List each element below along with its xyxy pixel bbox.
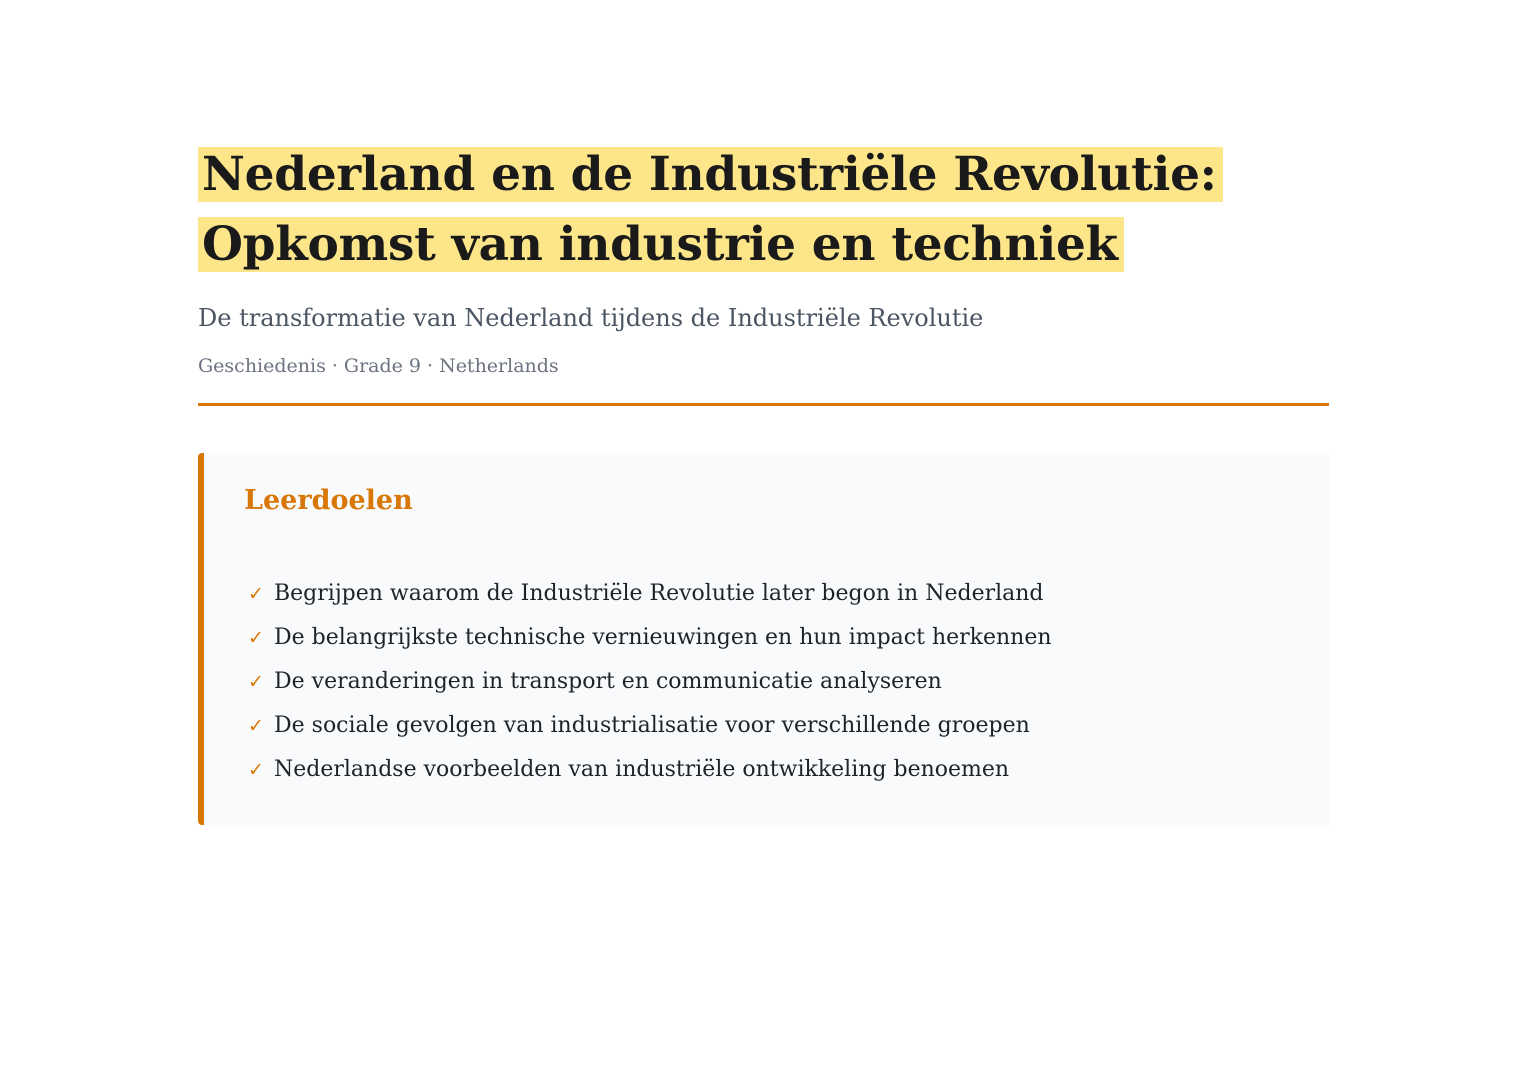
meta-separator: · [427,355,434,377]
list-item [244,572,1289,616]
lesson-page [198,140,1329,825]
checkmark-icon: ✓ [248,627,264,649]
list-item [244,660,1289,704]
list-item [244,748,1289,792]
learning-goals-heading: Leerdoelen [244,485,413,516]
learning-goals-panel [198,453,1329,825]
page-subtitle: De transformatie van Nederland tijdens de Industriële Revolutie [198,304,984,332]
checkmark-icon: ✓ [248,583,264,605]
goal-text: Nederlandse voorbeelden van industriële ontwikkeling benoemen [274,757,1010,782]
checkmark-icon: ✓ [248,759,264,781]
list-item [244,704,1289,748]
meta-subject: Geschiedenis [198,355,326,377]
list-item [244,616,1289,660]
goal-text: De veranderingen in transport en communicatie analyseren [274,669,942,694]
meta-separator: · [331,355,338,377]
goal-text: De sociale gevolgen van industrialisatie voor verschillende groepen [274,713,1030,738]
goal-text: Begrijpen waarom de Industriële Revolutie later begon in Nederland [274,581,1044,606]
learning-goals-list [244,572,1289,792]
lesson-meta [198,353,1329,379]
page-title [198,140,1329,280]
meta-country: Netherlands [439,355,559,377]
header-divider [198,403,1329,406]
checkmark-icon: ✓ [248,671,264,693]
meta-grade: Grade 9 [343,355,422,377]
checkmark-icon: ✓ [248,715,264,737]
goal-text: De belangrijkste technische vernieuwingen en hun impact herkennen [274,625,1052,650]
page-title-text: Nederland en de Industriële Revolutie: Opkomst van industrie en techniek [198,147,1223,272]
